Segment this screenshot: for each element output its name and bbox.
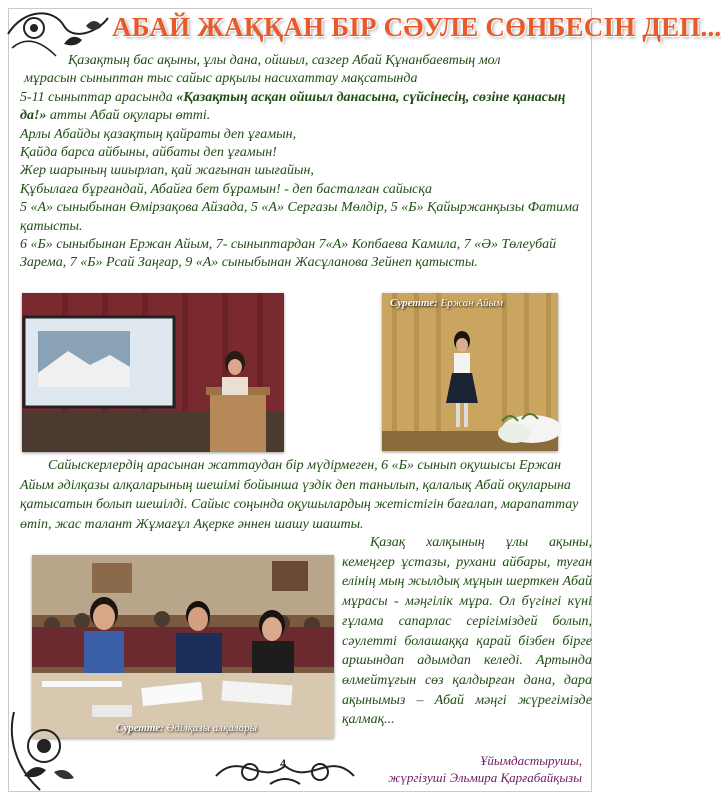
verse-line-4: Құбылаға бұрғандай, Абайға бет бұрамын! - деп басталған сайысқа: [20, 181, 432, 197]
photo-presentation: [22, 293, 284, 452]
intro-section: [20, 52, 585, 273]
photo-jury-caption-label: Суретте:: [116, 722, 164, 734]
page-number: 4: [280, 756, 286, 770]
intro-line-2: мұрасын сыныптан тыс сайыс арқылы насихаттау мақсатында: [24, 71, 418, 87]
conclusion-text: Қазақ халқының ұлы ақыны, кемеңгер ұстазы, рухани айбары, туған елінің мың жылдық мұңын шерткен Абай мұрасы - мәңгілік мұра. Ол бүгінгі күні ғұлама сапарлас серігіміздей болып, сәулетті болашаққа қарай бізбен бірге аршындап адымдап келеді. Артында өлмейтұғын сөз қалдырған дана, дара ақынымыз – Абай мәңгі жүрегімізде қалмақ...: [342, 535, 592, 728]
intro-line-1: Қазақтың бас ақыны, ұлы дана, ойшыл, сазгер Абай Құнанбаевтың мол: [68, 53, 501, 68]
photo-presentation-image: [22, 293, 284, 452]
floral-ornament-bottom-left-icon: [4, 706, 84, 796]
photo-jury-caption-name: Әділқазы алқалары: [166, 722, 258, 734]
photo-girl-reciting-image: [382, 293, 558, 451]
organizer-credit: [388, 752, 582, 786]
participants-2: 6 «Б» сыныбынан Ержан Айым, 7- сыныптардан 7«А» Копбаева Камила, 7 «Ә» Төлеубай Зарема, 7 «Б» Рсай Заңғар, 9 «А» сыныбынан Жасұланова Зейнеп қатысты.: [20, 237, 557, 271]
intro-line-3-prefix: 5-11 сыныптар арасында: [20, 89, 177, 105]
organizer-name: жүргізуші Эльмира Қарғабайқызы: [388, 770, 582, 785]
results-text: Сайыскерлердің арасынан жаттаудан бір мүдірмеген, 6 «Б» сынып оқушысы Ержан Айым әділқазы алқаларының шешімі бойынша үздік деп танылып, қалалық Абай оқуларына қатысатын болып шешілді. Сайыс соңында оқушылардың жетістігін бағалап, марапаттау өтіп, жас талант Жұмағұл Ақерке әннен шашу шашты.: [20, 458, 579, 532]
page-title: АБАЙ ЖАҚҚАН БІР СӘУЛЕ СӨНБЕСІН ДЕП...: [112, 12, 721, 42]
contest-name: «Қазақтың асқан ойшыл данасына, сүйсінесің, сөзіне қанасың да!»: [20, 89, 566, 124]
verse-line-3: Жер шарының шиырлап, қай жағынан шығайын,: [20, 163, 314, 179]
intro-line-3: [20, 89, 585, 126]
photo-girl-caption-name: Ержан Айым: [440, 297, 504, 309]
photo-girl-reciting: [382, 293, 558, 451]
intro-line-3-suffix: атты Абай оқулары өтті.: [46, 108, 211, 124]
organizer-label: Ұйымдастырушы,: [480, 753, 582, 768]
verse-line-2: Қайда барса айбыны, айбаты деп ұғамын!: [20, 145, 277, 161]
photo-girl-caption-label: Суретте:: [390, 297, 438, 309]
results-section: [20, 456, 585, 534]
verse-line-1: Арлы Абайды қазақтың қайраты деп ұғамын,: [20, 126, 297, 142]
photo-girl-caption: [390, 297, 503, 309]
conclusion-section: [342, 533, 592, 730]
photo-jury-caption: [116, 722, 257, 734]
participants-1: 5 «А» сыныбынан Өмірзақова Айзада, 5 «А» Сергазы Мөлдір, 5 «Б» Қайыржанқызы Фатима қатысты.: [20, 200, 580, 234]
